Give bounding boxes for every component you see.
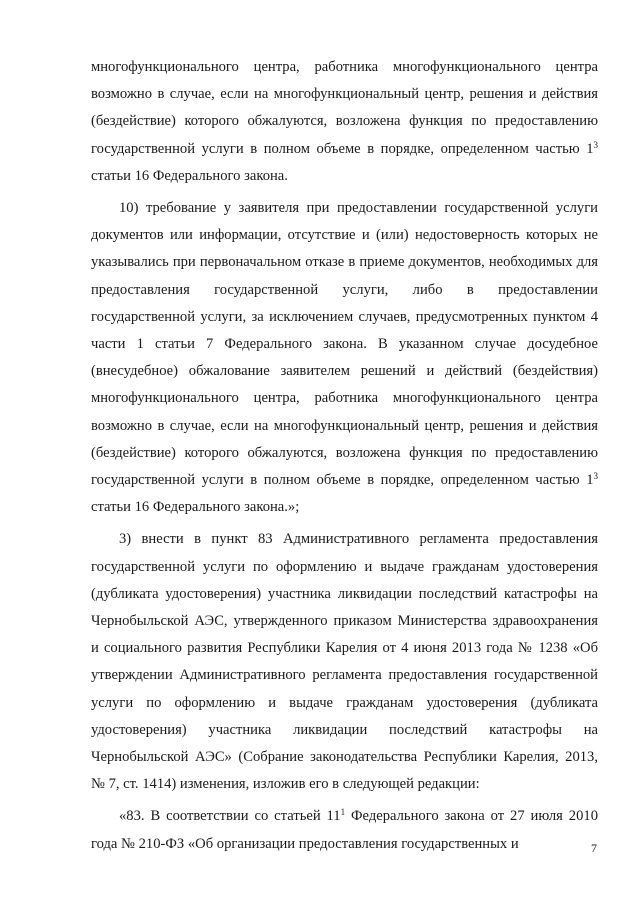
paragraph-item-10	[91, 195, 598, 521]
page-number: 7	[591, 841, 597, 855]
paragraph-item-83	[91, 803, 598, 857]
paragraph-text: 10) требование у заявителя при предоставлении государственной услуги документов или информации, отсутствие и (или) недостоверность которых не указывались при первоначальном отказе в приеме документов, необходимых для предоставления государственной услуги, либо в предоставлении государственной услуги, за исключением случаев, предусмотренных пунктом 4 части 1 статьи 7 Федерального закона. В указанном случае досудебное (внесудебное) обжалование заявителем решений и действий (бездействия) многофункционального центра, работника многофункционального центра возможно в случае, если на многофункциональный центр, решения и действия (бездействие) которого обжалуются, возложена функция по предоставлению государственной услуги в полном объеме в порядке, определенном частью 1	[91, 200, 598, 489]
paragraph-text: Федерального закона от 27 июля 2010 года № 210-ФЗ «Об организации предоставления государственных и	[91, 808, 598, 852]
paragraph-text: многофункционального центра, работника многофункционального центра возможно в случае, если на многофункциональный центр, решения и действия (бездействие) которого обжалуются, возложена функция по предоставлению государственной услуги в полном объеме в порядке, определенном частью 1	[91, 59, 598, 157]
paragraph-item-3	[91, 526, 598, 798]
superscript: 3	[593, 471, 598, 482]
superscript: 3	[593, 139, 598, 150]
paragraph-text: статьи 16 Федерального закона.	[91, 167, 288, 184]
paragraph-text: статьи 16 Федерального закона.»;	[91, 499, 300, 516]
superscript: 1	[340, 807, 346, 818]
paragraph-continuation	[91, 54, 598, 190]
paragraph-text: «83. В соответствии со статьей 11	[119, 808, 341, 825]
body-text	[91, 54, 598, 858]
paragraph-text: 3) внести в пункт 83 Административного регламента предоставления государственной услуги по оформлению и выдаче гражданам удостоверения (дубликата удостоверения) участника ликвидации последствий катастрофы на Чернобыльской АЭС, утвержденного приказом Министерства здравоохранения и социального развития Республики Карелия от 4 июня 2013 года № 1238 «Об утверждении Административного регламента предоставления государственной услуги по оформлению и выдаче гражданам удостоверения (дубликата удостоверения) участника ликвидации последствий катастрофы на Чернобыльской АЭС» (Собрание законодательства Республики Карелия, 2013, № 7, ст. 1414) изменения, изложив его в следующей редакции:	[91, 531, 598, 793]
